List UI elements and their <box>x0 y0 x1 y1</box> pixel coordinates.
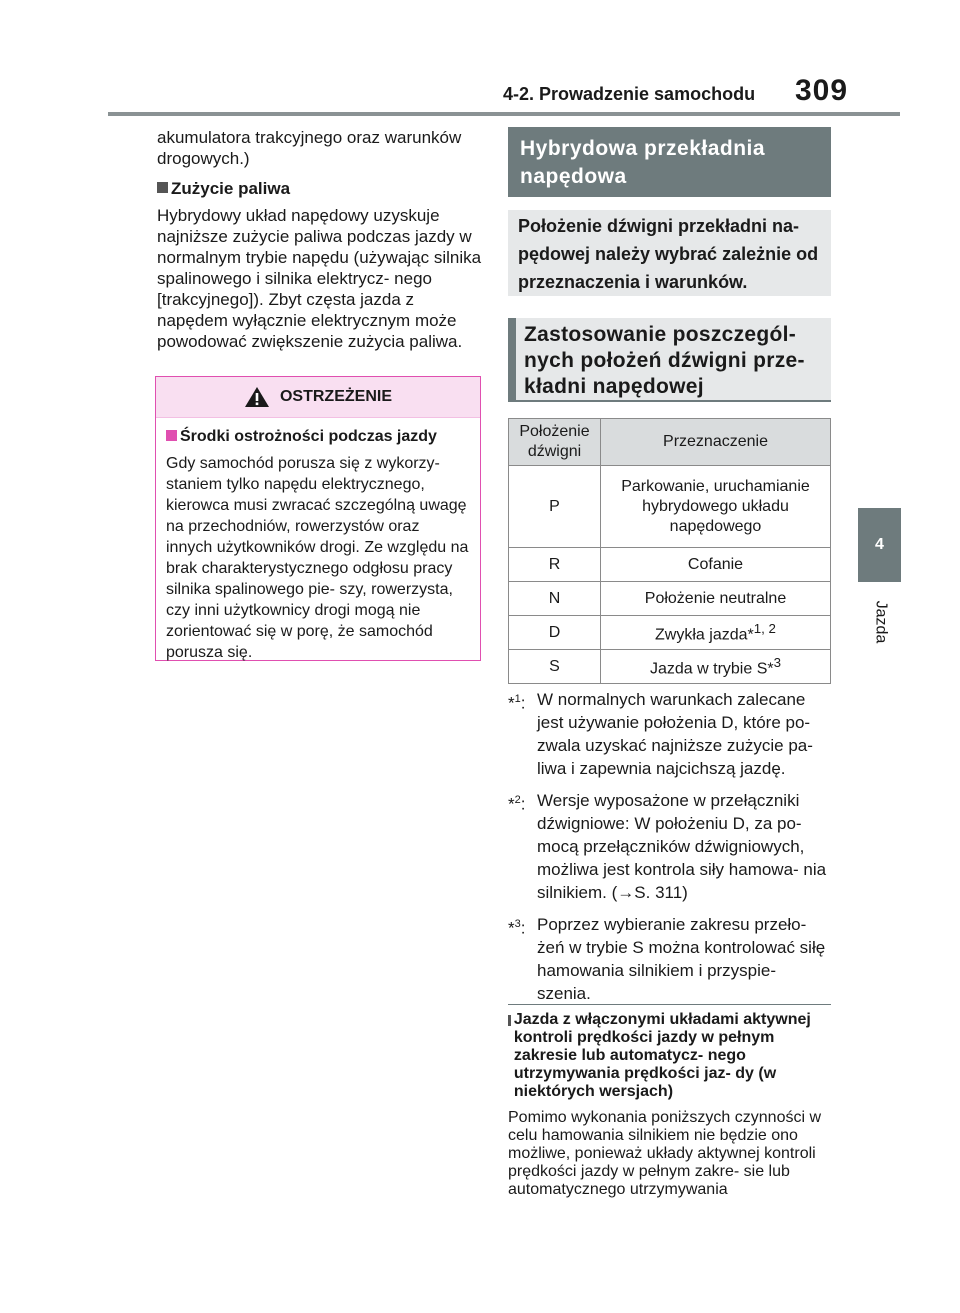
table-row <box>509 616 831 650</box>
footnote-mark: *$^2$: <box>508 794 526 814</box>
warning-header <box>156 377 480 418</box>
square-bullet-icon <box>508 1015 511 1026</box>
cruise-heading <box>508 1011 831 1101</box>
header-section-title: 4-2. Prowadzenie samochodu <box>503 84 756 104</box>
purpose-text: Jazda w trybie S* <box>649 660 774 678</box>
fuel-text: Hybrydowy układ napędowy uzyskuje najniższe zużycie paliwa podczas jazdy w normalnym trybie napędu (używając silnika spalinowego i silnika elektrycz- nego [trakcyjnego]). Zbyt częsta jazda z napędem wyłącznie elektrycznym może powodować zwiększenie zużycia paliwa. <box>157 206 482 351</box>
fuel-heading <box>157 178 482 199</box>
table-row <box>509 466 831 548</box>
chapter-number: 4 <box>875 536 884 553</box>
position-cell: S <box>509 650 601 684</box>
table-header-row <box>509 419 831 466</box>
footnote-ref: 1, 2 <box>753 621 776 637</box>
cruise-heading-text: Jazda z włączonymi układami aktywnej kontroli prędkości jazdy w pełnym zakresie lub automatycz- nego utrzymywania prędkości jaz- dy (w niektórych wersjach) <box>513 1011 811 1100</box>
purpose-cell: Cofanie <box>601 548 831 582</box>
position-cell: D <box>509 616 601 650</box>
warning-text: Gdy samochód porusza się z wykorzy- staniem tylko napędu elektrycznego, kierowca musi zwracać szczególną uwagę na przechodniów, rowerzystów oraz innych użytkowników drogi. Ze względu na brak charakterystycznego odgłosu pracy silnika spalinowego pie- szy, rowerzysta, czy inni użytkownicy drogi mogą nie zorientować się w porę, że samochód porusza się. <box>166 455 469 661</box>
position-cell: R <box>509 548 601 582</box>
table-row <box>509 548 831 582</box>
column-header-purpose: Przeznaczenie <box>601 419 831 466</box>
footnote <box>508 789 831 904</box>
chapter-tab <box>858 508 901 582</box>
purpose-cell: Parkowanie, uruchamianie hybrydowego układu napędowego <box>601 466 831 548</box>
footnote-text: Poprzez wybieranie zakresu przeło- żeń w trybie S można kontrolować siłę hamowania silnikiem i przyspie- szenia. <box>537 915 826 1003</box>
footnote-ref: 3 <box>773 655 782 671</box>
lead-text: Położenie dźwigni przekładni na- pędowej należy wybrać zależnie od przeznaczenia i warunków. <box>508 210 831 296</box>
purpose-cell: Położenie neutralne <box>601 582 831 616</box>
footnote-mark: *$^3$: <box>508 918 526 938</box>
footnote-mark: *$^1$: <box>508 693 526 713</box>
square-bullet-icon <box>166 430 177 441</box>
purpose-cell <box>601 650 831 684</box>
footnote-text: W normalnych warunkach zalecane jest używanie położenia D, które po- zwala uzyskać najniższe zużycie pa- liwa i zapewnia najcichszą jazdę. <box>537 690 813 778</box>
chapter-label <box>860 592 900 652</box>
warning-triangle-icon <box>244 386 270 408</box>
warning-box <box>155 376 481 661</box>
purpose-cell <box>601 616 831 650</box>
header-rule <box>108 112 900 116</box>
table-row <box>509 582 831 616</box>
purpose-text: Zwykła jazda* <box>655 626 754 644</box>
warning-body <box>156 418 480 663</box>
gear-position-table <box>508 418 831 684</box>
footnote <box>508 913 831 1005</box>
footnote-text: Wersje wyposażone w przełączniki dźwigniowe: W położeniu D, za po- mocą przełączników dźwigniowych, możliwa jest kontrola siły hamowa- nia silnikiem. (→S. 311) <box>537 791 827 902</box>
page-number: 309 <box>795 74 849 107</box>
position-cell: N <box>509 582 601 616</box>
fuel-heading-text: Zużycie paliwa <box>171 179 291 198</box>
square-bullet-icon <box>157 182 168 193</box>
footnotes <box>508 688 831 1014</box>
warning-subheading-text: Środki ostrożności podczas jazdy <box>180 428 437 445</box>
intro-text: akumulatora trakcyjnego oraz warunków drogowych.) <box>157 128 462 168</box>
column-header-position: Położenie dźwigni <box>509 419 601 466</box>
left-column <box>157 127 482 352</box>
footnote <box>508 688 831 780</box>
section-divider <box>508 1004 831 1005</box>
warning-subheading <box>166 427 470 447</box>
cruise-text: Pomimo wykonania poniższych czynności w celu hamowania silnikiem nie będzie ono możliwe, ponieważ układy aktywnej kontroli prędkości jazdy w pełnym zakre- sie lub automatycznego utrzymywania <box>508 1109 822 1198</box>
subsection-title: Zastosowanie poszczegól- nych położeń dźwigni prze- kładni napędowej <box>508 318 831 402</box>
cruise-control-section <box>508 1011 831 1199</box>
chapter-label-text: Jazda <box>872 600 890 644</box>
position-cell: P <box>509 466 601 548</box>
table-row <box>509 650 831 684</box>
section-title: Hybrydowa przekładnia napędowa <box>508 127 831 197</box>
warning-title: OSTRZEŻENIE <box>279 388 392 405</box>
